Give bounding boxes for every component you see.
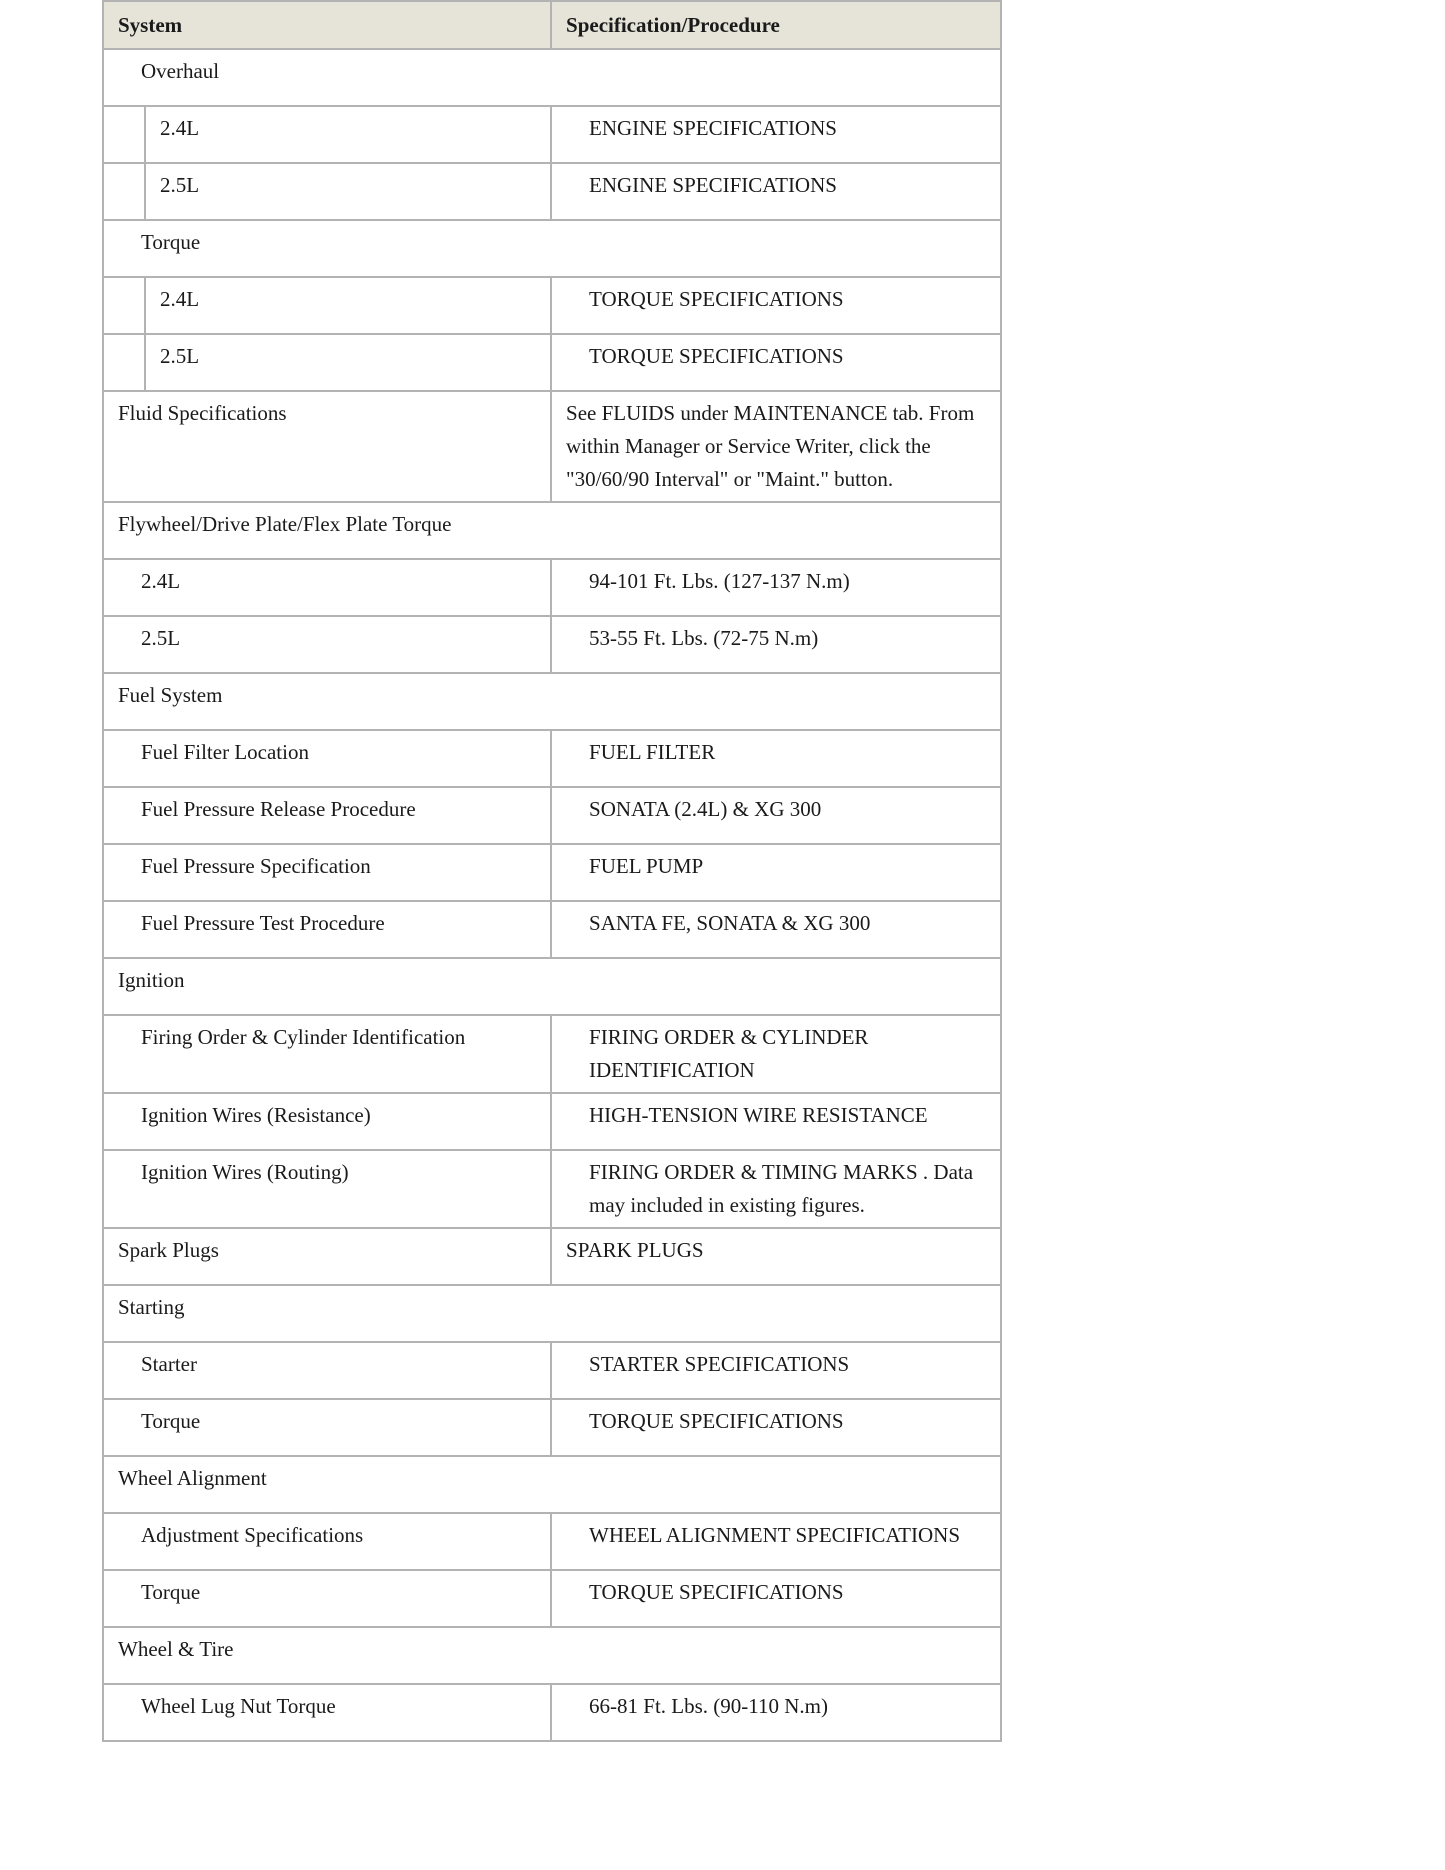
section-heading: Flywheel/Drive Plate/Flex Plate Torque — [103, 502, 1001, 559]
table-row — [103, 163, 1001, 220]
system-cell: 2.5L — [103, 616, 551, 673]
spec-cell: FIRING ORDER & TIMING MARKS . Data may included in existing figures. — [551, 1150, 1001, 1228]
system-cell: 2.5L — [145, 334, 551, 391]
table-row — [103, 1150, 1001, 1228]
section-heading: Wheel Alignment — [103, 1456, 1001, 1513]
table-row — [103, 49, 1001, 106]
subsection-heading: Overhaul — [103, 49, 1001, 106]
system-cell: Fluid Specifications — [103, 391, 551, 502]
spec-cell: FIRING ORDER & CYLINDER IDENTIFICATION — [551, 1015, 1001, 1093]
spec-cell: FUEL PUMP — [551, 844, 1001, 901]
table-row — [103, 1093, 1001, 1150]
section-heading: Ignition — [103, 958, 1001, 1015]
spec-cell: STARTER SPECIFICATIONS — [551, 1342, 1001, 1399]
section-heading: Starting — [103, 1285, 1001, 1342]
table-row — [103, 391, 1001, 502]
system-cell: Firing Order & Cylinder Identification — [103, 1015, 551, 1093]
system-cell: Ignition Wires (Resistance) — [103, 1093, 551, 1150]
indent-spacer-cell — [103, 277, 145, 334]
system-cell: Fuel Filter Location — [103, 730, 551, 787]
system-cell: 2.4L — [103, 559, 551, 616]
system-cell: Fuel Pressure Specification — [103, 844, 551, 901]
table-row — [103, 1342, 1001, 1399]
system-cell: Wheel Lug Nut Torque — [103, 1684, 551, 1741]
table-body — [103, 49, 1001, 1741]
table-row — [103, 277, 1001, 334]
table-row — [103, 1513, 1001, 1570]
spec-cell: WHEEL ALIGNMENT SPECIFICATIONS — [551, 1513, 1001, 1570]
table-row — [103, 1399, 1001, 1456]
system-cell: Fuel Pressure Release Procedure — [103, 787, 551, 844]
subsection-heading: Torque — [103, 220, 1001, 277]
system-cell: Starter — [103, 1342, 551, 1399]
table-header — [103, 1, 1001, 49]
table-row — [103, 844, 1001, 901]
spec-cell: SONATA (2.4L) & XG 300 — [551, 787, 1001, 844]
spec-cell: TORQUE SPECIFICATIONS — [551, 1570, 1001, 1627]
table-row — [103, 730, 1001, 787]
system-cell: Fuel Pressure Test Procedure — [103, 901, 551, 958]
spec-column-header: Specification/Procedure — [551, 1, 1001, 49]
table-row — [103, 1285, 1001, 1342]
table-row — [103, 958, 1001, 1015]
spec-cell: FUEL FILTER — [551, 730, 1001, 787]
spec-cell: 66-81 Ft. Lbs. (90-110 N.m) — [551, 1684, 1001, 1741]
spec-cell: SANTA FE, SONATA & XG 300 — [551, 901, 1001, 958]
spec-cell: TORQUE SPECIFICATIONS — [551, 334, 1001, 391]
table-row — [103, 787, 1001, 844]
specifications-table — [102, 0, 1002, 1742]
table-row — [103, 901, 1001, 958]
table-row — [103, 673, 1001, 730]
header-row — [103, 1, 1001, 49]
spec-cell: SPARK PLUGS — [551, 1228, 1001, 1285]
system-cell: Ignition Wires (Routing) — [103, 1150, 551, 1228]
table-row — [103, 559, 1001, 616]
table-row — [103, 106, 1001, 163]
table-row — [103, 616, 1001, 673]
spec-cell: See FLUIDS under MAINTENANCE tab. From within Manager or Service Writer, click the "30/60/90 Interval" or "Maint." button. — [551, 391, 1001, 502]
table-row — [103, 1228, 1001, 1285]
system-cell: Torque — [103, 1570, 551, 1627]
table-row — [103, 334, 1001, 391]
indent-spacer-cell — [103, 334, 145, 391]
system-cell: 2.4L — [145, 277, 551, 334]
table-row — [103, 1627, 1001, 1684]
table-row — [103, 220, 1001, 277]
table-row — [103, 1684, 1001, 1741]
system-cell: 2.4L — [145, 106, 551, 163]
table-row — [103, 1456, 1001, 1513]
system-cell: Torque — [103, 1399, 551, 1456]
spec-cell: TORQUE SPECIFICATIONS — [551, 1399, 1001, 1456]
section-heading: Wheel & Tire — [103, 1627, 1001, 1684]
spec-cell: 94-101 Ft. Lbs. (127-137 N.m) — [551, 559, 1001, 616]
section-heading: Fuel System — [103, 673, 1001, 730]
spec-cell: HIGH-TENSION WIRE RESISTANCE — [551, 1093, 1001, 1150]
spec-cell: ENGINE SPECIFICATIONS — [551, 106, 1001, 163]
indent-spacer-cell — [103, 106, 145, 163]
spec-cell: 53-55 Ft. Lbs. (72-75 N.m) — [551, 616, 1001, 673]
system-column-header: System — [103, 1, 551, 49]
table-row — [103, 502, 1001, 559]
table-row — [103, 1015, 1001, 1093]
system-cell: Spark Plugs — [103, 1228, 551, 1285]
system-cell: 2.5L — [145, 163, 551, 220]
spec-cell: ENGINE SPECIFICATIONS — [551, 163, 1001, 220]
indent-spacer-cell — [103, 163, 145, 220]
spec-cell: TORQUE SPECIFICATIONS — [551, 277, 1001, 334]
system-cell: Adjustment Specifications — [103, 1513, 551, 1570]
table-row — [103, 1570, 1001, 1627]
